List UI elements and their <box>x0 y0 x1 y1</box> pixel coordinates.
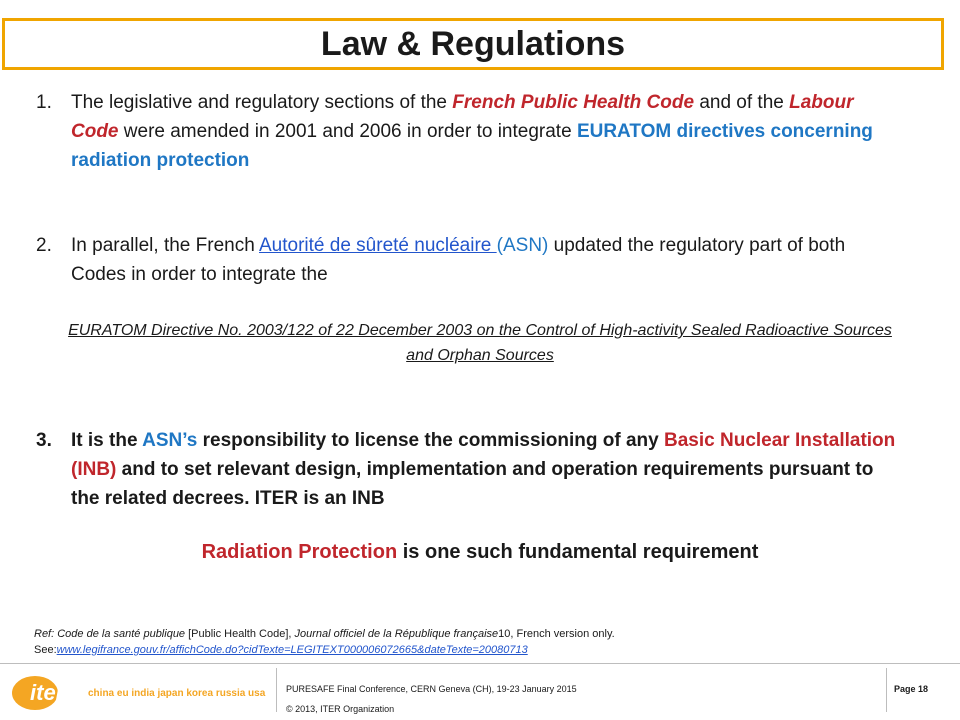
ref-label: Ref: Code de la santé publique <box>34 628 189 640</box>
ref-bracket: [Public Health Code] <box>188 628 289 640</box>
text-run: is one such fundamental requirement <box>397 541 759 563</box>
euratom-directive: EURATOM Directive No. 2003/122 of 22 December 2003 on the Control of High-activity Sealed Radioactive Sources and Orphan Sources <box>68 322 892 364</box>
copyright-text: © 2013, ITER Organization <box>286 704 395 714</box>
see-label: See: <box>34 644 57 656</box>
item-number: 3. <box>36 430 52 451</box>
asn-abbreviation: (ASN) <box>496 235 549 256</box>
text-run: In parallel, the French <box>71 235 259 256</box>
slide-title: Law & Regulations <box>320 24 626 63</box>
legifrance-link[interactable]: www.legifrance.gouv.fr/affichCode.do?cidTexte=LEGITEXT000006072665&dateTexte=20080713 <box>56 644 528 656</box>
list-item-3 <box>36 426 896 513</box>
radiation-protection-line <box>0 541 960 564</box>
footer-separator <box>886 668 887 712</box>
reference <box>34 626 615 658</box>
logo-word: iter <box>30 680 65 705</box>
reference-line-1 <box>34 626 615 642</box>
list-item-2 <box>36 231 896 289</box>
text-run: It is the <box>71 430 143 451</box>
item-text <box>71 426 896 513</box>
item-number: 2. <box>36 235 52 256</box>
labour-code: Labour Code <box>71 92 854 142</box>
item-number: 1. <box>36 92 52 113</box>
logo-tagline: china eu india japan korea russia usa <box>88 688 266 699</box>
item-text <box>71 88 896 175</box>
radiation-protection: Radiation Protection <box>201 541 398 563</box>
reference-line-2 <box>34 642 615 658</box>
asns: ASN’s <box>142 430 198 451</box>
ref-journal: Journal officiel de la République française <box>294 628 499 640</box>
text-run: were amended in 2001 and 2006 in order to integrate <box>118 121 577 142</box>
conference-text: PURESAFE Final Conference, CERN Geneva (CH), 19-23 January 2015 <box>286 684 577 694</box>
asn-link[interactable]: Autorité de sûreté nucléaire <box>259 235 497 256</box>
iter-logo <box>12 676 272 712</box>
title-box <box>2 18 944 70</box>
footer-separator <box>276 668 277 712</box>
text-run: updated the regulatory part of both Codes in order to integrate the <box>71 235 846 285</box>
text-run: responsibility to license the commissioning of any <box>197 430 665 451</box>
inb: (INB) <box>71 459 117 480</box>
basic-nuclear-installation: Basic Nuclear Installation <box>664 430 896 451</box>
item-text <box>71 231 896 289</box>
text-run: , <box>288 628 295 640</box>
text-run: and of the <box>694 92 790 113</box>
page-number: Page 18 <box>894 684 929 694</box>
text-run: and to set relevant design, implementation and operation requirements pursuant to the related decrees. ITER is an INB <box>71 459 874 509</box>
euratom-directives: EURATOM directives concerning radiation protection <box>71 121 873 171</box>
text-run: 10, French version only. <box>498 628 615 640</box>
list-item-1 <box>36 88 896 175</box>
text-run: The legislative and regulatory sections of the <box>71 92 453 113</box>
footer-divider <box>0 663 960 664</box>
french-public-health-code: French Public Health Code <box>452 92 695 113</box>
